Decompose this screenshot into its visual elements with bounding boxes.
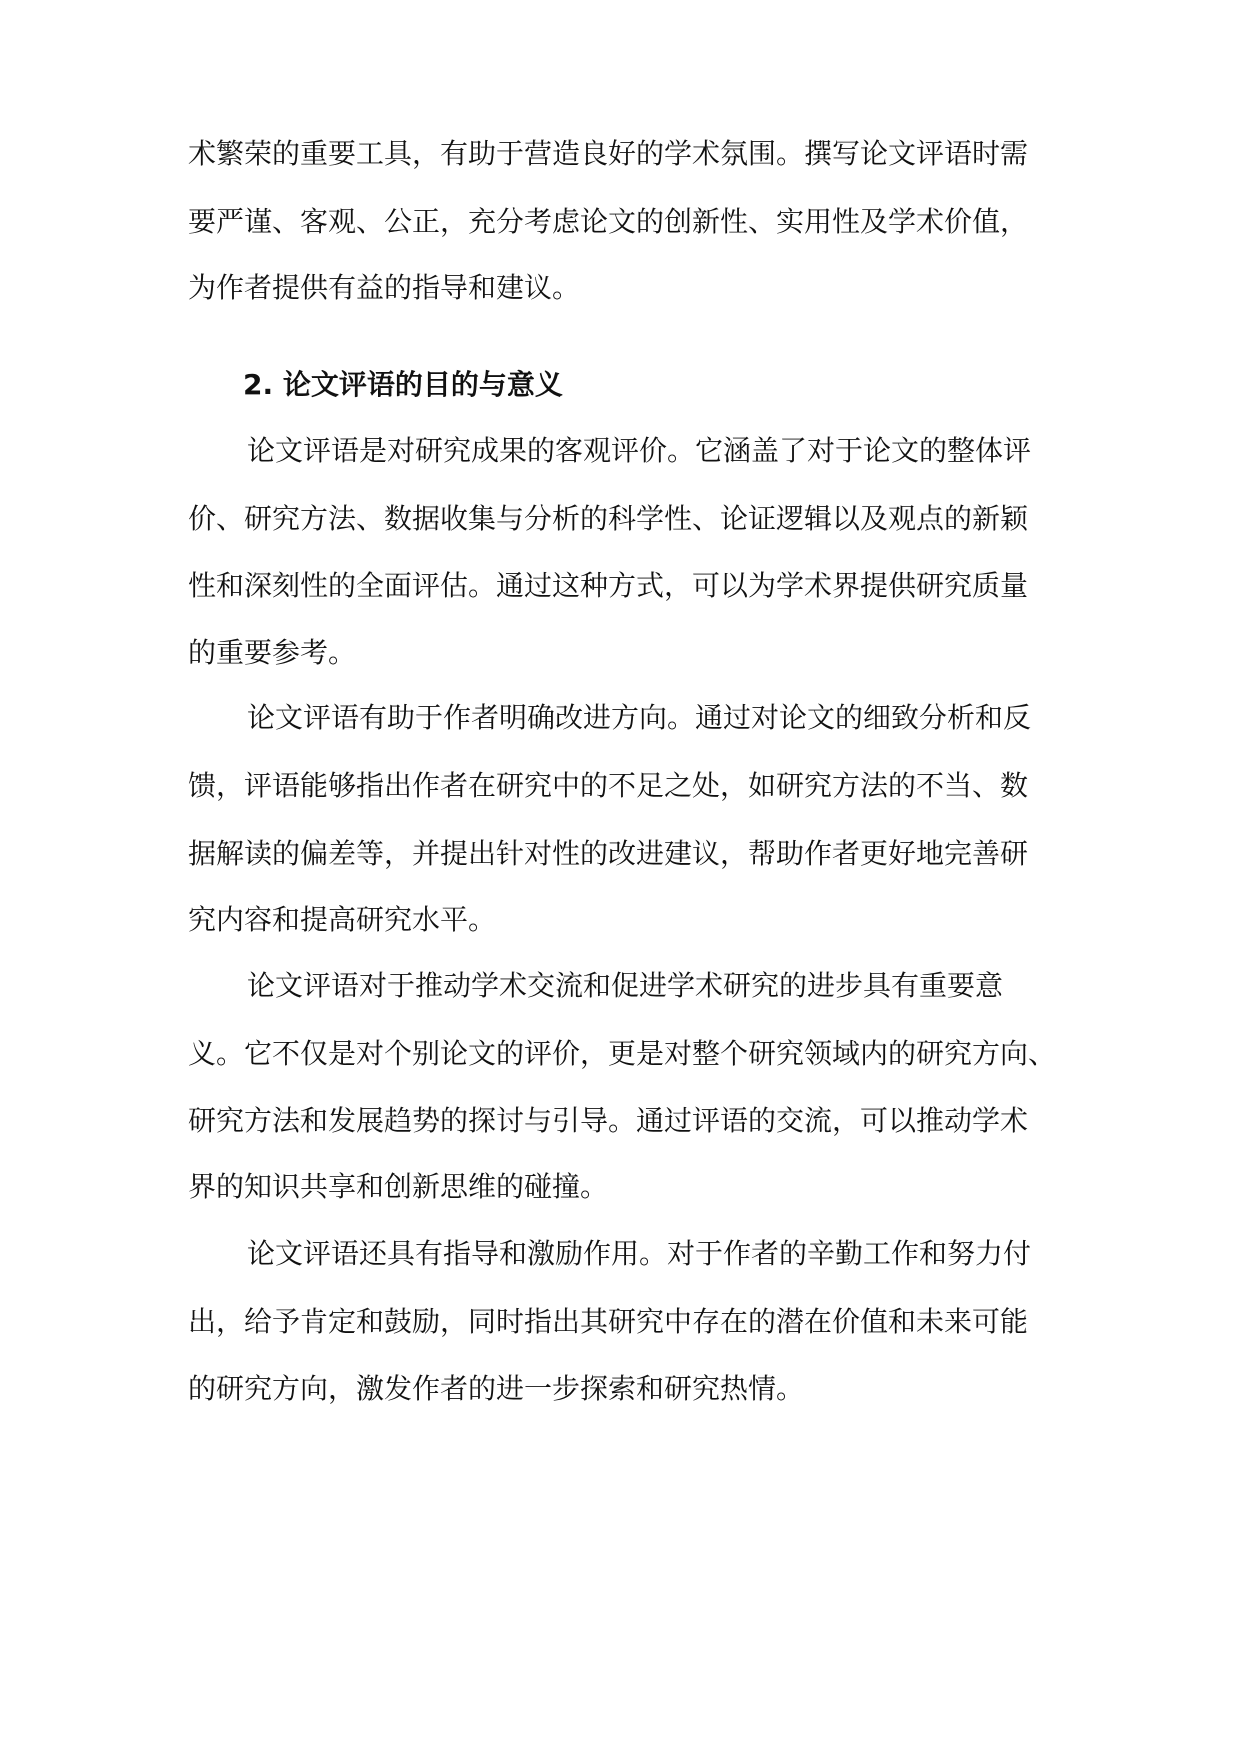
paragraph-line: 研究方法和发展趋势的探讨与引导。通过评语的交流，可以推动学术 (188, 1104, 1029, 1137)
paragraph-line: 馈，评语能够指出作者在研究中的不足之处，如研究方法的不当、数 (188, 769, 1029, 802)
paragraph-line: 论文评语是对研究成果的客观评价。它涵盖了对于论文的整体评 (247, 434, 1032, 467)
section-heading: 2. 论文评语的目的与意义 (243, 368, 563, 401)
paragraph-line: 为作者提供有益的指导和建议。 (188, 271, 581, 304)
paragraph-line: 价、研究方法、数据收集与分析的科学性、论证逻辑以及观点的新颖 (188, 502, 1029, 535)
paragraph-line: 究内容和提高研究水平。 (188, 903, 497, 936)
paragraph-line: 性和深刻性的全面评估。通过这种方式，可以为学术界提供研究质量 (188, 569, 1029, 602)
paragraph-line: 论文评语有助于作者明确改进方向。通过对论文的细致分析和反 (247, 701, 1032, 734)
paragraph-line: 术繁荣的重要工具，有助于营造良好的学术氛围。撰写论文评语时需 (188, 137, 1029, 170)
paragraph-line: 义。它不仅是对个别论文的评价，更是对整个研究领域内的研究方向、 (188, 1037, 1057, 1070)
paragraph-line: 要严谨、客观、公正，充分考虑论文的创新性、实用性及学术价值， (188, 205, 1029, 238)
paragraph-line: 出，给予肯定和鼓励，同时指出其研究中存在的潜在价值和未来可能 (188, 1305, 1029, 1338)
paragraph-line: 据解读的偏差等，并提出针对性的改进建议，帮助作者更好地完善研 (188, 837, 1029, 870)
paragraph-line: 论文评语还具有指导和激励作用。对于作者的辛勤工作和努力付 (247, 1237, 1032, 1270)
paragraph-line: 界的知识共享和创新思维的碰撞。 (188, 1170, 609, 1203)
paragraph-line: 论文评语对于推动学术交流和促进学术研究的进步具有重要意 (247, 969, 1004, 1002)
paragraph-line: 的研究方向，激发作者的进一步探索和研究热情。 (188, 1372, 805, 1405)
paragraph-line: 的重要参考。 (188, 636, 357, 669)
